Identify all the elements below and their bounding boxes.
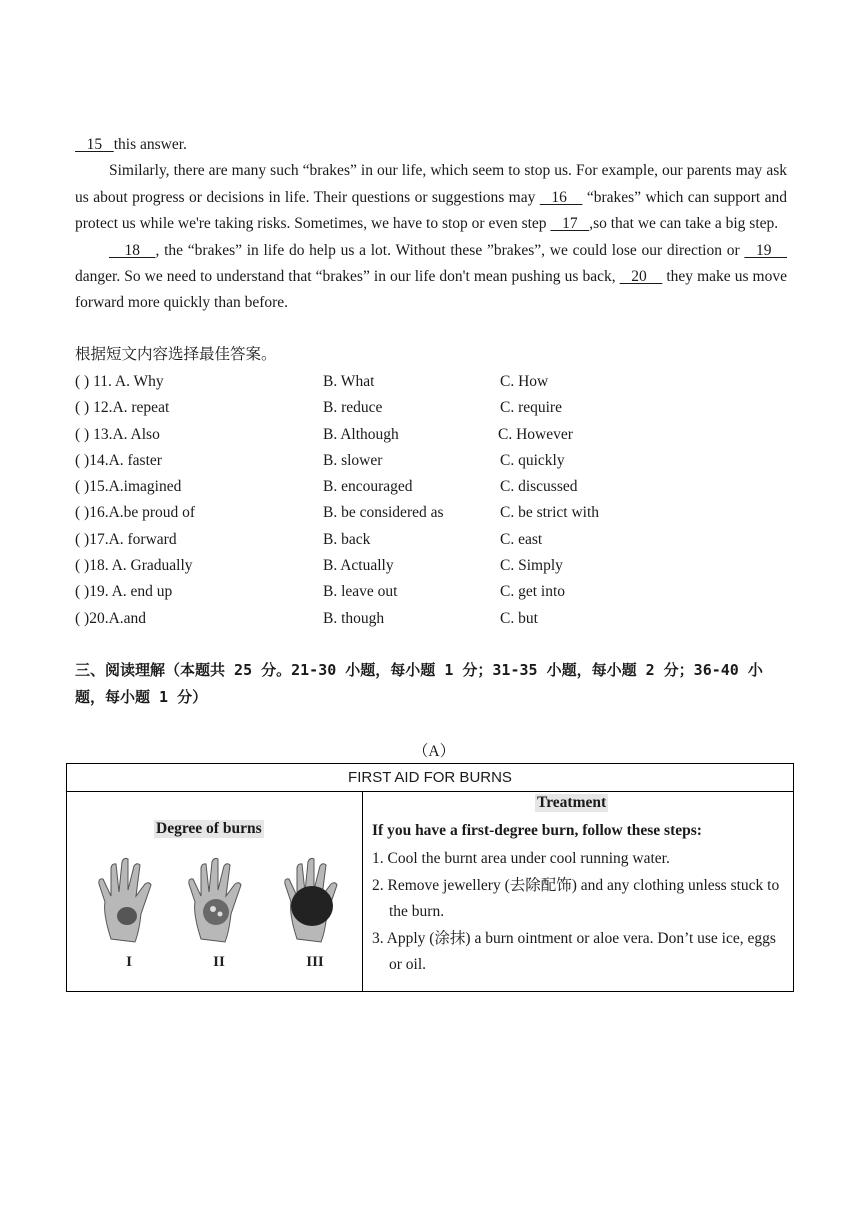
question-row[interactable]: ( )16.A.be proud of B. be considered as C. be strict with	[75, 504, 600, 522]
blank-20: 20	[619, 268, 663, 286]
blank-17: 17	[550, 215, 590, 233]
hand-icon-third-degree	[285, 858, 337, 942]
question-row[interactable]: ( )19. A. end up B. leave out C. get into	[75, 583, 566, 601]
hand-label-3: III	[306, 954, 324, 970]
passage-paragraph-3: 18 , the “brakes” in life do help us a lot. Without these ”brakes”, we could lose our direction or 19 danger. So we need to understand that “brakes” in our life don't mean pushing us back, 20 they make us move forward more quickly than before.	[75, 238, 787, 317]
first-aid-table	[66, 763, 794, 992]
treatment-cell	[363, 792, 793, 991]
blank-19: 19	[744, 241, 787, 259]
passage-label: （A）	[412, 743, 456, 760]
cloze-passage	[75, 132, 787, 317]
instruction: 根据短文内容选择最佳答案。	[75, 345, 277, 363]
question-row[interactable]: ( )18. A. Gradually B. Actually C. Simply	[75, 557, 563, 575]
question-row[interactable]: ( )17.A. forward B. back C. east	[75, 530, 543, 548]
question-row[interactable]: ( )20.A.and B. though C. but	[75, 609, 538, 627]
blank-16: 16	[539, 188, 583, 206]
question-row[interactable]: ( )15.A.imagined B. encouraged C. discussed	[75, 478, 578, 496]
options-list	[75, 369, 795, 632]
hand-icon-first-degree	[99, 858, 151, 942]
degree-cell	[67, 792, 363, 991]
table-header: FIRST AID FOR BURNS	[67, 764, 793, 792]
passage-paragraph-2: Similarly, there are many such “brakes” in our life, which seem to stop us. For example, our parents may ask us about progress or decisions in life. Their questions or suggestions may 16 “brakes” which can support and protect us while we're taking risks. Sometimes, we have to stop or even step 17 ,so that we can take a big step.	[75, 158, 787, 237]
list-item: 2. Remove jewellery (去除配饰) and any clothing unless stuck to the burn.	[372, 876, 780, 920]
burnt-hands-illustration	[89, 854, 351, 974]
treatment-title: Treatment	[537, 794, 607, 811]
passage-line-1: 15 this answer.	[75, 132, 787, 158]
list-item: 1. Cool the burnt area under cool running water.	[372, 850, 670, 867]
hand-icon-second-degree	[189, 858, 241, 942]
question-row[interactable]: ( )14.A. faster B. slower C. quickly	[75, 451, 565, 469]
degree-title: Degree of burns	[156, 820, 262, 837]
list-item: 3. Apply (涂抹) a burn ointment or aloe vera. Don’t use ice, eggs or oil.	[372, 929, 776, 973]
blank-18: 18	[109, 241, 156, 259]
question-row[interactable]: ( ) 13.A. Also B. Although C. However	[75, 425, 573, 443]
section-title: 三、阅读理解（本题共 25 分。21-30 小题，每小题 1 分；31-35 小题，每小题 2 分；36-40 小题，每小题 1 分）	[75, 661, 763, 706]
question-row[interactable]: ( ) 12.A. repeat B. reduce C. require	[75, 399, 562, 417]
question-row[interactable]: ( ) 11. A. Why B. What C. How	[75, 373, 549, 390]
hand-label-1: I	[126, 954, 132, 970]
blank-15: 15	[75, 136, 114, 153]
treatment-subtitle: If you have a first-degree burn, follow these steps:	[372, 822, 702, 839]
treatment-steps	[372, 846, 784, 979]
hand-label-2: II	[213, 954, 225, 970]
